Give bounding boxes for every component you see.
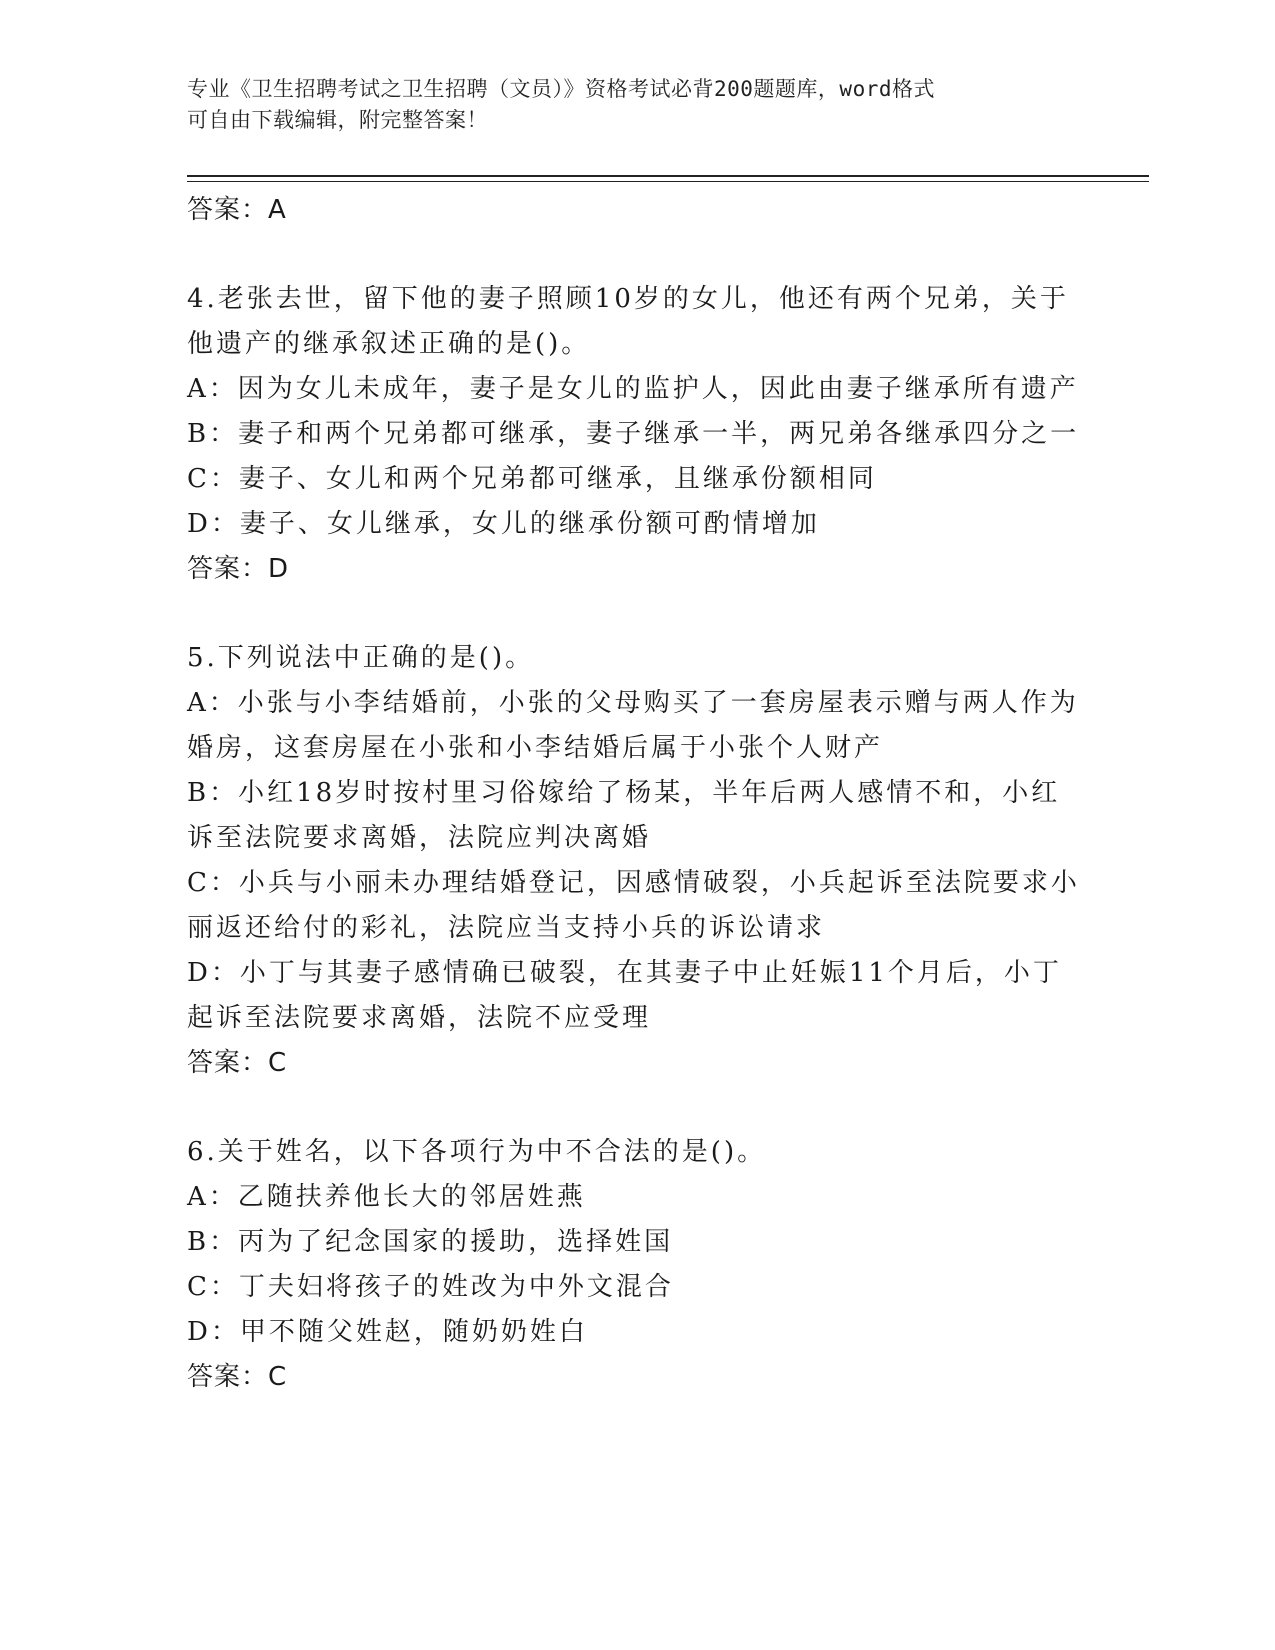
document-body	[187, 188, 1087, 1400]
option-a: A：因为女儿未成年，妻子是女儿的监护人，因此由妻子继承所有遗产	[187, 374, 1079, 404]
question-block-4	[187, 277, 1087, 592]
option-d: D：妻子、女儿继承，女儿的继承份额可酌情增加	[187, 509, 820, 539]
option-b: B：小红18岁时按村里习俗嫁给了杨某，半年后两人感情不和，小红	[187, 778, 1061, 808]
question-block-6	[187, 1130, 1087, 1400]
option-b-continued: 诉至法院要求离婚，法院应判决离婚	[187, 823, 652, 853]
header-rule-thin	[187, 181, 1149, 182]
answer-line: 答案：C	[187, 1048, 288, 1078]
option-d: D：甲不随父姓赵，随奶奶姓白	[187, 1317, 588, 1347]
page-header	[187, 74, 1087, 136]
option-d: D：小丁与其妻子感情确已破裂，在其妻子中止妊娠11个月后，小丁	[187, 958, 1062, 988]
option-c: C：妻子、女儿和两个兄弟都可继承，且继承份额相同	[187, 464, 877, 494]
option-c-continued: 丽返还给付的彩礼，法院应当支持小兵的诉讼请求	[187, 913, 826, 943]
option-c: C：丁夫妇将孩子的姓改为中外文混合	[187, 1272, 674, 1302]
option-b: B：丙为了纪念国家的援助，选择姓国	[187, 1227, 674, 1257]
answer-line: 答案：A	[187, 195, 287, 225]
header-line-2: 可自由下载编辑，附完整答案！	[187, 108, 488, 132]
question-stem: 5.下列说法中正确的是()。	[187, 643, 535, 673]
spacer	[187, 233, 1087, 277]
answer-line: 答案：C	[187, 1362, 288, 1392]
spacer	[187, 1086, 1087, 1130]
option-b: B：妻子和两个兄弟都可继承，妻子继承一半，两兄弟各继承四分之一	[187, 419, 1080, 449]
question-stem: 他遗产的继承叙述正确的是()。	[187, 329, 591, 359]
header-rule-thick	[187, 175, 1149, 177]
option-a: A：小张与小李结婚前，小张的父母购买了一套房屋表示赠与两人作为	[187, 688, 1079, 718]
answer-line: 答案：D	[187, 554, 290, 584]
question-stem: 4.老张去世，留下他的妻子照顾10岁的女儿，他还有两个兄弟，关于	[187, 284, 1069, 314]
option-c: C：小兵与小丽未办理结婚登记，因感情破裂，小兵起诉至法院要求小	[187, 868, 1080, 898]
spacer	[187, 592, 1087, 636]
question-stem: 6.关于姓名，以下各项行为中不合法的是()。	[187, 1137, 767, 1167]
header-line-1: 专业《卫生招聘考试之卫生招聘（文员）》资格考试必背200题题库，word格式	[187, 77, 935, 101]
option-a: A：乙随扶养他长大的邻居姓燕	[187, 1182, 586, 1212]
option-d-continued: 起诉至法院要求离婚，法院不应受理	[187, 1003, 652, 1033]
question-block-5	[187, 636, 1087, 1086]
option-a-continued: 婚房，这套房屋在小张和小李结婚后属于小张个人财产	[187, 733, 884, 763]
